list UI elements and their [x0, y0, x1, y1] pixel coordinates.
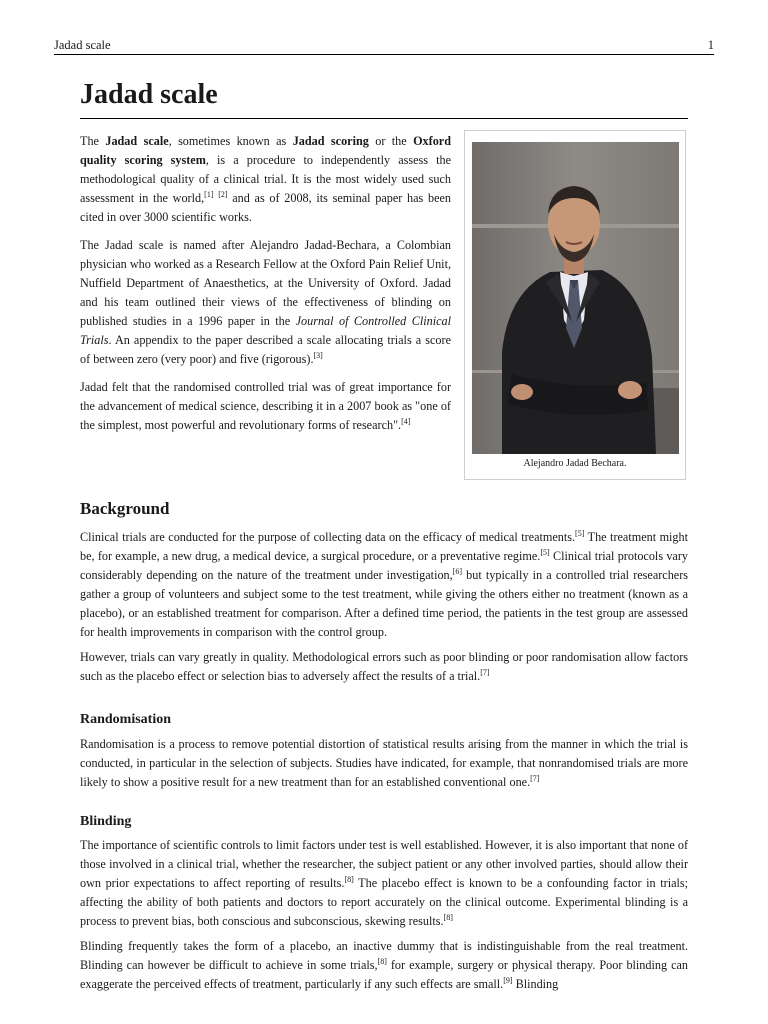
running-header — [54, 38, 714, 55]
bold-term: Jadad scale — [105, 134, 169, 148]
intro-column — [80, 132, 451, 444]
intro-paragraph-2 — [80, 236, 451, 369]
citation-link[interactable]: [5] — [575, 529, 585, 538]
text: and as of 2008, its seminal paper has been cited in over 3000 scientific works. — [80, 191, 451, 224]
running-header-title: Jadad scale — [54, 38, 111, 52]
randomisation-paragraph-1 — [80, 735, 688, 792]
text: Jadad felt that the randomised controlled trial was of great importance for the advancement of medical science, describing it in a 2007 book as "one of the simplest, most powerful and revolutionary forms of research". — [80, 380, 451, 432]
text: but typically in a controlled trial researchers gather a group of volunteers and subject some to the test treatment, while giving the others either no treatment (known as a placebo), or an established treatment for comparison. After a defined time period, the patients in the test group are assessed for health improvements in comparison with the control group. — [80, 568, 688, 639]
text: Blinding frequently takes the form of a placebo, an inactive dummy that is indistinguishable from the real treatment. Blinding can however be difficult to achieve in some trials, — [80, 939, 688, 972]
text: Clinical trials are conducted for the purpose of collecting data on the efficacy of medical treatments. — [80, 530, 576, 544]
text: Clinical trial protocols vary considerably depending on the nature of the treatment under investigation, — [80, 549, 688, 582]
text: The treatment might be, for example, a new drug, a medical device, a surgical procedure, or a preventative regime. — [80, 530, 689, 563]
citation-link[interactable]: [3] — [313, 351, 323, 360]
text: for example, surgery or physical therapy. Poor blinding can exaggerate the perceived effects of treatment, particularly if any such effects are small. — [80, 958, 688, 991]
background-paragraph-1 — [80, 528, 688, 642]
text: However, trials can vary greatly in quality. Methodological errors such as poor blinding or poor randomisation allow factors such as the placebo effect or selection bias to adversely affect the results of a trial. — [80, 650, 688, 683]
bold-term: Jadad scoring — [292, 134, 369, 148]
text: Randomisation is a process to remove potential distortion of statistical results arising from the manner in which the trial is conducted, in particular in the selection of subjects. Studies have indicated, for example, that nonrandomised trials are more likely to show a positive result for a new treatment than for an established conventional one. — [80, 737, 688, 789]
page-number: 1 — [707, 38, 714, 52]
bold-term: Oxford quality scoring system — [80, 134, 451, 167]
blinding-paragraph-2 — [80, 937, 688, 994]
portrait-figure — [464, 130, 686, 480]
citation-link[interactable]: [2] — [218, 190, 228, 199]
section-heading-background: Background — [80, 499, 170, 518]
text: . An appendix to the paper described a scale allocating trials a score of between zero (very poor) and five (rigorous). — [80, 333, 451, 366]
citation-link[interactable]: [8] — [344, 875, 354, 884]
citation-link[interactable]: [7] — [480, 668, 490, 677]
citation-link[interactable]: [6] — [452, 567, 463, 576]
citation-link[interactable]: [4] — [401, 417, 411, 426]
text: The placebo effect is known to be a confounding factor in trials; affecting the ability of both patients and doctors to report accurately on the clinical outcome. Experimental blinding is a process to prevent bias, both conscious and subconscious, skewing results. — [80, 876, 689, 928]
citation-link[interactable]: [9] — [503, 976, 513, 985]
section-heading-randomisation: Randomisation — [80, 712, 172, 727]
citation-link[interactable]: [1] — [204, 190, 214, 199]
section-heading-blinding: Blinding — [80, 814, 132, 829]
citation-link[interactable]: [8] — [377, 957, 387, 966]
citation-link[interactable]: [7] — [530, 774, 540, 783]
text: Blinding — [512, 977, 559, 991]
citation-link[interactable]: [8] — [443, 913, 453, 922]
text: The — [80, 134, 106, 148]
page-title: Jadad scale — [80, 78, 688, 119]
background-paragraph-2 — [80, 648, 688, 686]
journal-title: Journal of Controlled Clinical Trials — [80, 314, 452, 347]
figure-caption: Alejandro Jadad Bechara. — [523, 458, 627, 469]
background-section — [80, 528, 688, 692]
text: , is a procedure to independently assess the methodological quality of a clinical trial. It is the most widely used such assessment in the world, — [80, 153, 452, 205]
randomisation-section — [80, 735, 688, 798]
portrait-photo — [472, 142, 679, 454]
citation-link[interactable]: [5] — [540, 548, 550, 557]
blinding-paragraph-1 — [80, 836, 688, 931]
text: , sometimes known as — [168, 134, 293, 148]
text: The Jadad scale is named after Alejandro Jadad-Bechara, a Colombian physician who worked as a Research Fellow at the Oxford Pain Relief Unit, Nuffield Department of Anaesthetics, at the University of Oxford. Jadad and his team outlined their views of the effectiveness of blinding on published studies in a 1996 paper in the — [80, 238, 451, 328]
text: The importance of scientific controls to limit factors under test is well established. However, it is also important that none of those involved in a clinical trial, whether the researcher, the subject patient or any other involved parties, should allow their own prior expectations to affect reporting of results. — [80, 838, 688, 890]
text: or the — [368, 134, 414, 148]
intro-paragraph-3 — [80, 378, 451, 435]
blinding-section — [80, 836, 688, 1000]
intro-paragraph-1 — [80, 132, 451, 227]
